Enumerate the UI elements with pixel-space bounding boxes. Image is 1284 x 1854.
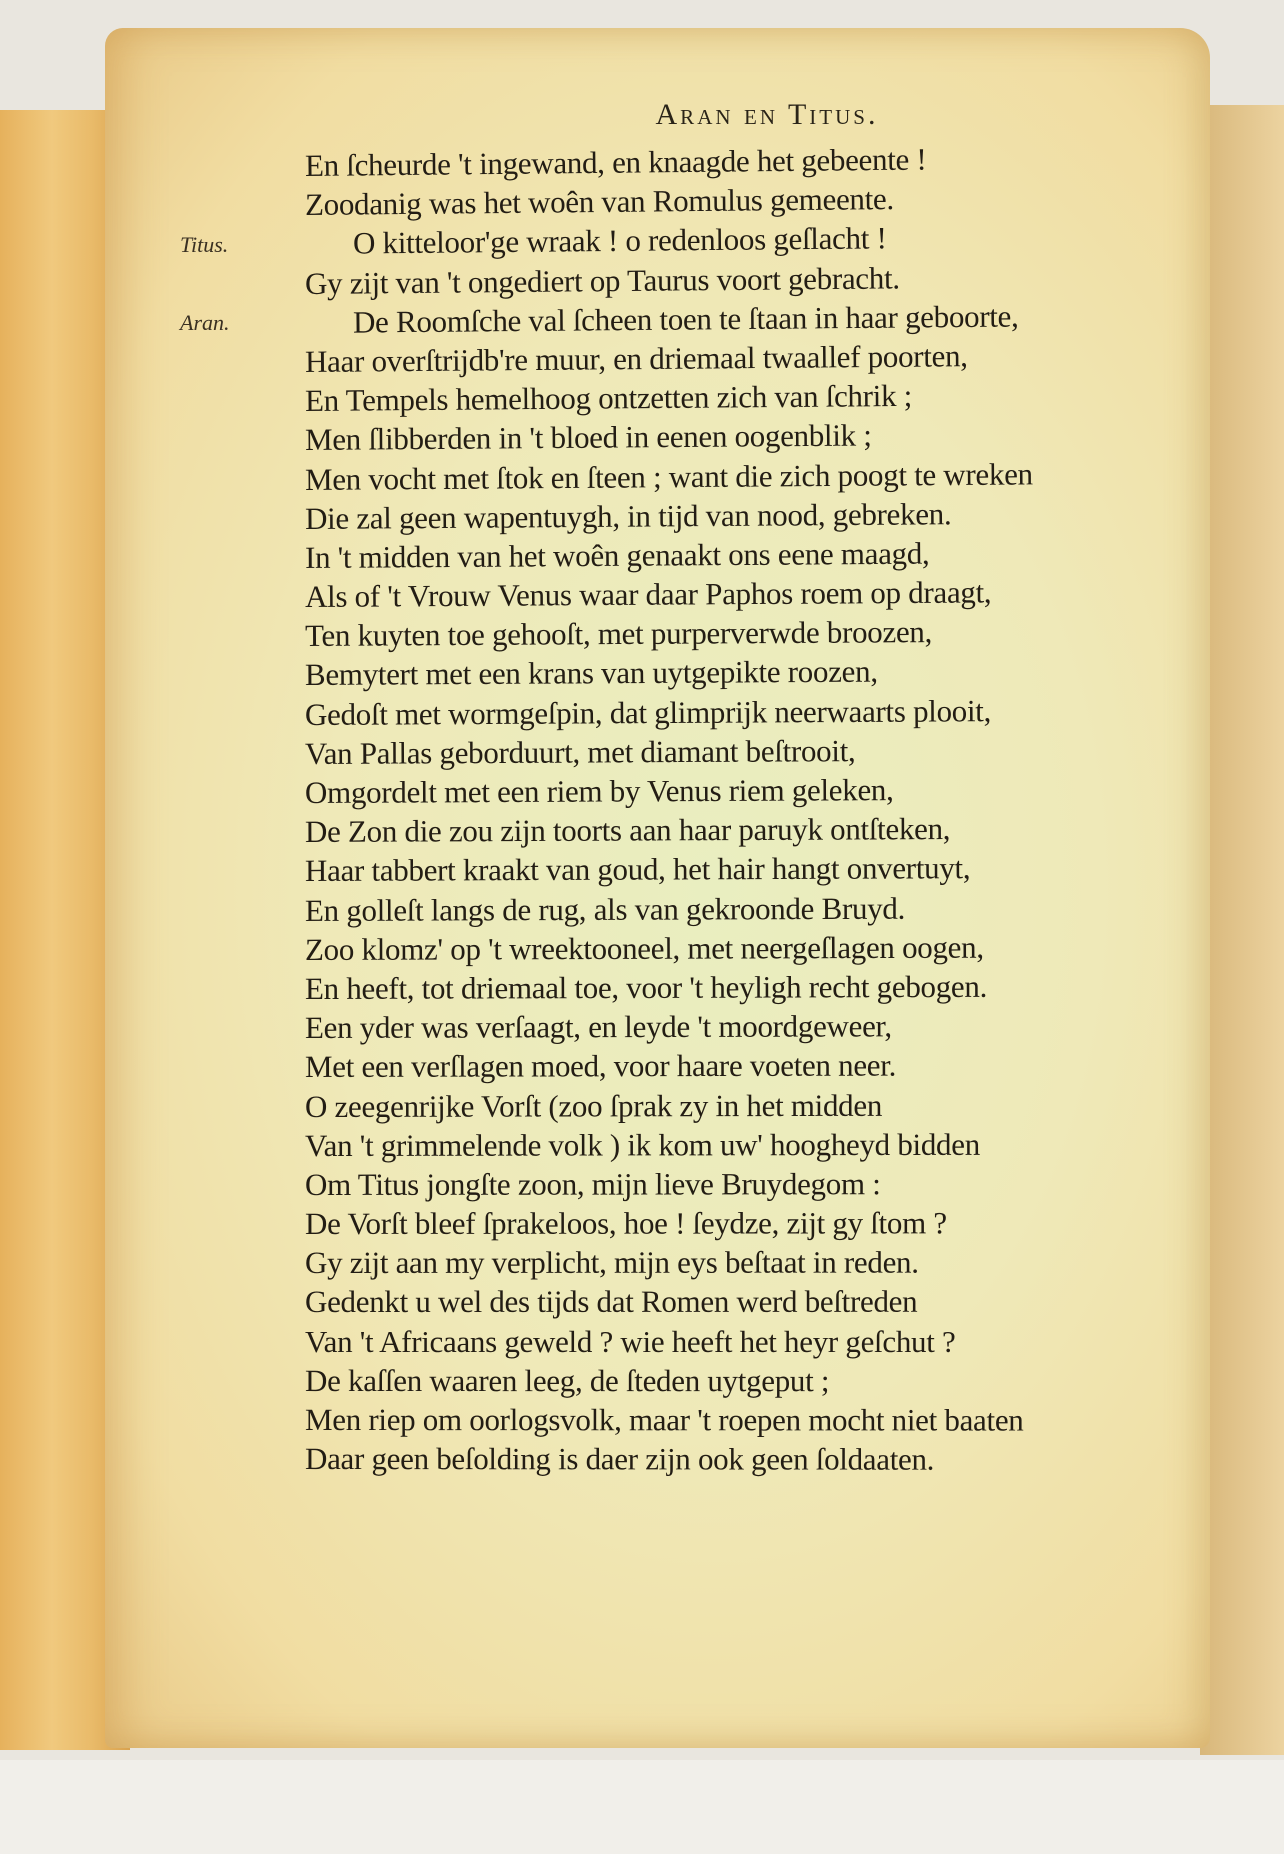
verse-line: Gy zijt van 't ongediert op Taurus voort gebracht. — [304, 259, 900, 301]
facing-page — [1200, 105, 1284, 1755]
verse-line: De Roomſche val ſcheen toen te ſtaan in haar geboorte, — [352, 298, 1019, 340]
verse-line: Van Pallas geborduurt, met diamant beſtrooit, — [304, 732, 856, 771]
verse-line: Als of 't Vrouw Venus waar daar Paphos roem op draagt, — [304, 574, 992, 615]
table-surface — [0, 1760, 1284, 1854]
verse-line: Om Titus jongſte zoon, mijn lieve Bruydegom : — [304, 1166, 881, 1202]
verse-line: Haar overſtrijdb're muur, en driemaal twaallef poorten, — [304, 338, 968, 379]
verse-line: Gedenkt u wel des tijds dat Romen werd beſtreden — [304, 1284, 918, 1320]
verse-line: Van 't grimmelende volk ) ik kom uw' hoogheyd bidden — [304, 1126, 980, 1163]
speaker-label-titus: Titus. — [180, 232, 229, 257]
verse-line: En Tempels hemelhoog ontzetten zich van ſchrik ; — [304, 378, 913, 419]
verse-line: Daar geen beſolding is daer zijn ook geen ſoldaaten. — [304, 1441, 935, 1477]
verse-line: Bemytert met een krans van uytgepikte roozen, — [304, 654, 878, 693]
verse-text — [304, 141, 1185, 1478]
verse-line: Men vocht met ſtok en ſteen ; want die zich poogt te wreken — [304, 455, 1033, 497]
verse-line: En ſcheurde 't ingewand, en knaagde het gebeente ! — [304, 141, 927, 183]
verse-line: En golleſt langs de rug, als van gekroonde Bruyd. — [304, 890, 906, 928]
verse-line: In 't midden van het woên genaakt ons eene maagd, — [304, 535, 930, 575]
verse-line: Zoodanig was het woên van Romulus gemeente. — [304, 181, 895, 223]
speaker-label-aran: Aran. — [180, 310, 230, 335]
verse-line: Van 't Africaans geweld ? wie heeft het heyr geſchut ? — [305, 1323, 956, 1359]
verse-line: O kitteloor'ge wraak ! o redenloos geſlacht ! — [352, 220, 887, 261]
verse-line: De Zon die zou zijn toorts aan haar paruyk ontſteken, — [304, 811, 951, 850]
verse-line: De Vorſt bleef ſprakeloos, hoe ! ſeydze, zijt gy ſtom ? — [304, 1205, 947, 1242]
verse-line: Men ſlibberden in 't bloed in eenen oogenblik ; — [304, 417, 872, 458]
verse-line: En heeft, tot driemaal toe, voor 't heyligh recht gebogen. — [304, 968, 988, 1006]
verse-line: Met een verſlagen moed, voor haare voeten neer. — [304, 1047, 897, 1085]
verse-line: O zeegenrijke Vorſt (zoo ſprak zy in het midden — [304, 1087, 883, 1124]
verse-line: Zoo klomz' op 't wreektooneel, met neergeſlagen oogen, — [304, 929, 984, 967]
verse-line: Omgordelt met een riem by Venus riem geleken, — [304, 772, 894, 810]
verse-line: Een yder was verſaagt, en leyde 't moordgeweer, — [304, 1008, 892, 1046]
verse-line: Ten kuyten toe gehooſt, met purperverwde broozen, — [304, 614, 933, 654]
verse-line: Gedoſt met wormgeſpin, dat glimprijk neerwaarts plooit, — [304, 692, 992, 732]
running-header: Aran en Titus. — [655, 98, 879, 131]
verse-line: Haar tabbert kraakt van goud, het hair hangt onvertuyt, — [304, 850, 971, 889]
verse-line: Men riep om oorlogsvolk, maar 't roepen mocht niet baaten — [304, 1402, 1024, 1438]
verse-line: Die zal geen wapentuygh, in tijd van nood, gebreken. — [304, 495, 952, 536]
verse-line: Gy zijt aan my verplicht, mijn eys beſtaat in reden. — [304, 1244, 919, 1281]
verse-line: De kaſſen waaren leeg, de ſteden uytgeput ; — [304, 1362, 830, 1398]
